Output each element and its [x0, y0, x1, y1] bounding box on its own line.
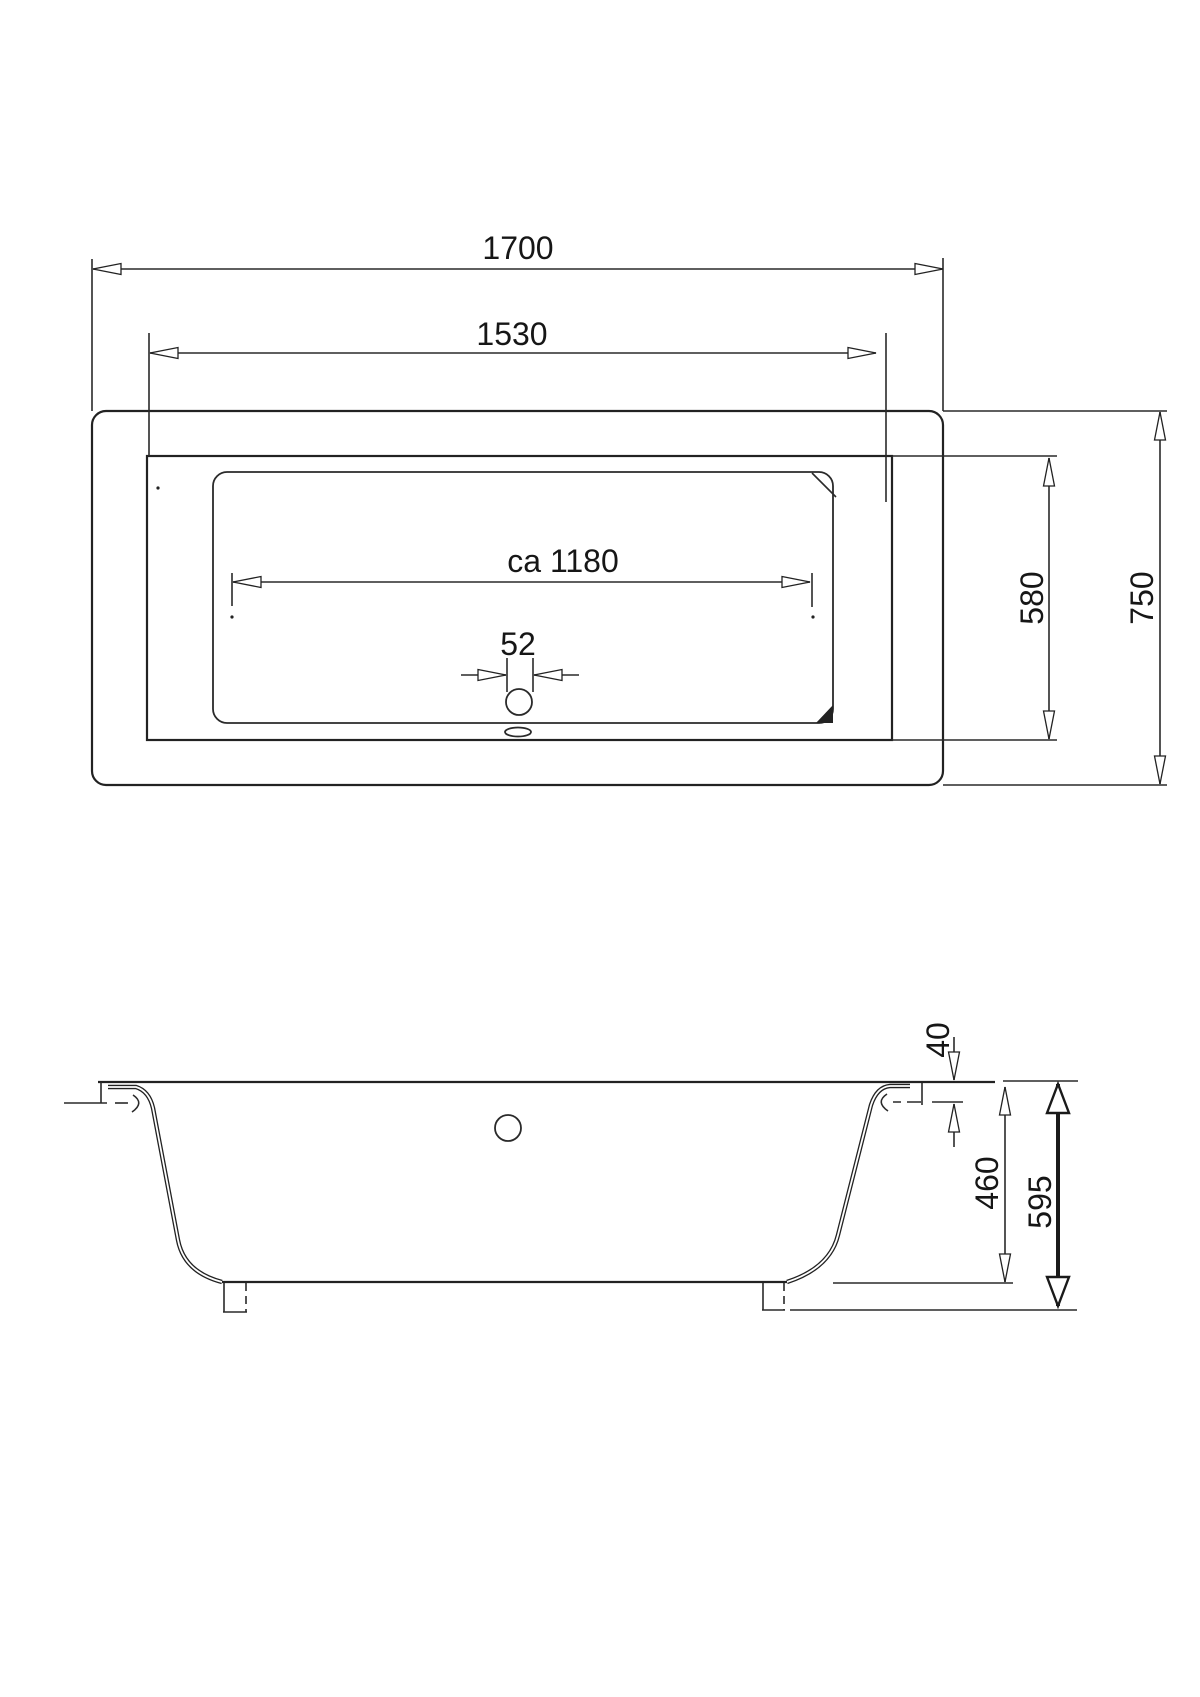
basin-corner-mark-bottom-right	[816, 705, 833, 723]
right-foot	[762, 1283, 785, 1310]
dim-label-overall-length: 1700	[482, 230, 554, 266]
plan-view	[92, 230, 1167, 785]
drain-circle-plan	[506, 689, 532, 715]
dim-overall-height	[1022, 1084, 1058, 1306]
dim-rim-inner-width	[892, 456, 1057, 740]
tub-inner-rim-outline	[147, 456, 892, 740]
curved-arrow-right-icon	[132, 1095, 139, 1112]
dim-overall-width	[943, 411, 1167, 785]
left-foot	[223, 1283, 247, 1312]
center-mark-dot-right	[811, 615, 814, 618]
left-wall-outline	[108, 1087, 222, 1282]
dim-label-rim-inner-length: 1530	[476, 316, 548, 352]
dim-rim-thickness	[920, 1022, 963, 1147]
curved-arrow-left-icon	[881, 1094, 888, 1111]
dim-drain-width	[461, 626, 579, 692]
dim-label-rim-inner-width: 580	[1014, 571, 1050, 625]
right-wall-inner-gap	[787, 1086, 910, 1282]
dim-basin-floor-length	[232, 543, 812, 607]
drain-circle-side	[495, 1115, 521, 1141]
dim-label-overall-height: 595	[1022, 1175, 1058, 1229]
dim-label-rim-thickness: 40	[920, 1022, 956, 1058]
elevation-view	[64, 1022, 1078, 1312]
dim-label-drain-width: 52	[500, 626, 536, 662]
dim-rim-inner-length	[149, 316, 886, 502]
dim-label-inner-depth: 460	[969, 1156, 1005, 1210]
center-mark-dot-left	[230, 615, 233, 618]
left-wall-inner-gap	[108, 1087, 222, 1282]
dim-label-overall-width: 750	[1124, 571, 1160, 625]
tub-outer-rim-outline	[92, 411, 943, 785]
tub-basin-outline	[213, 472, 833, 723]
right-wall-outline	[787, 1086, 910, 1282]
overflow-ellipse-plan	[505, 728, 531, 737]
dim-label-basin-floor-length: ca 1180	[507, 543, 619, 579]
dim-inner-depth	[969, 1087, 1005, 1282]
mark-dot	[156, 486, 159, 489]
